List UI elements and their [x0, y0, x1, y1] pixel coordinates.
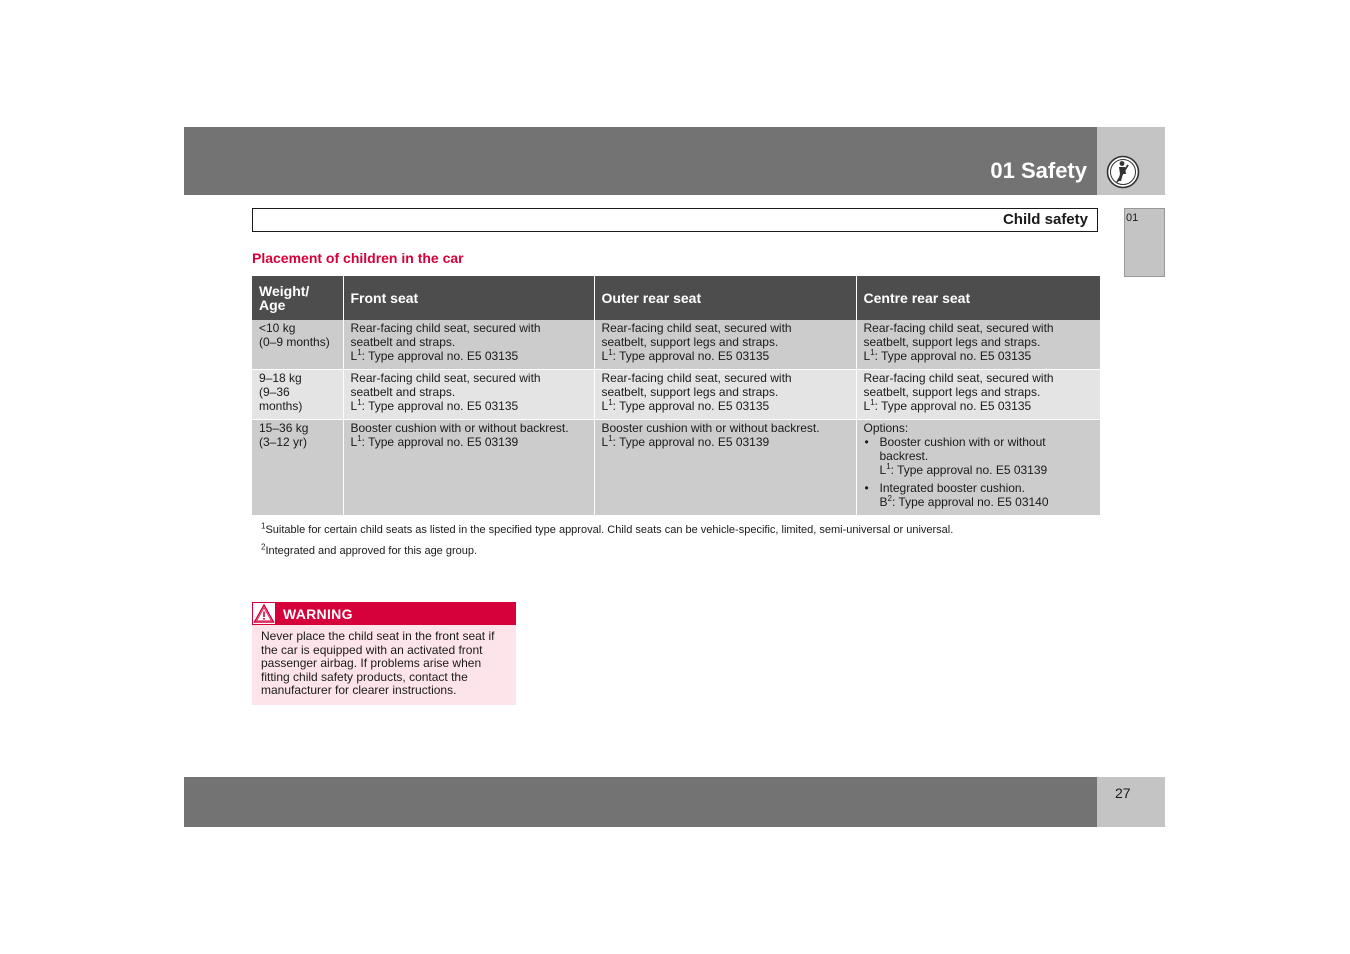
approval-number: : Type approval no. E5 03139: [890, 463, 1048, 477]
footnote-text: Suitable for certain child seats as listed in the specified type approval. Child seats can be vehicle-specific, limited, semi-universal or universal.: [265, 524, 954, 536]
cell-text: Rear-facing child seat, secured with: [350, 321, 541, 335]
warning-label: WARNING: [283, 606, 353, 622]
cell-text: seatbelt, support legs and straps.: [601, 385, 779, 399]
warning-header: [252, 602, 516, 625]
list-item: [880, 435, 1094, 477]
cell-text: seatbelt and straps.: [350, 335, 456, 349]
options-list: [864, 435, 1094, 509]
age-line: (3–12 yr): [259, 435, 308, 449]
front-seat-cell: [343, 370, 594, 420]
table-row: [252, 370, 1100, 420]
footnote-ref: 1: [870, 348, 875, 357]
cell-text: Rear-facing child seat, secured with: [350, 371, 541, 385]
chapter-header-bar: [184, 127, 1097, 195]
chapter-side-tab: [1124, 208, 1165, 277]
page-number-panel: [1097, 777, 1165, 827]
approval-class: L: [863, 349, 871, 363]
approval-number: : Type approval no. E5 03135: [612, 399, 770, 413]
placement-heading: Placement of children in the car: [252, 250, 464, 266]
age-line: <10 kg: [259, 321, 296, 335]
warning-text-line: Never place the child seat in the front seat if: [261, 629, 495, 643]
approval-line: [351, 435, 587, 449]
cell-text: seatbelt, support legs and straps.: [863, 385, 1041, 399]
approval-class: L: [863, 399, 871, 413]
approval-class: L: [601, 435, 609, 449]
warning-text-line: passenger airbag. If problems arise when: [261, 656, 482, 671]
footnote-ref: 2: [887, 494, 892, 503]
cell-text: Booster cushion with or without backrest.: [601, 421, 820, 435]
section-title: Child safety: [1002, 211, 1088, 228]
column-header-weight-age: Weight/ Age: [252, 276, 343, 320]
centre-rear-seat-cell: [856, 370, 1100, 420]
age-line: 9–18 kg: [259, 371, 302, 385]
approval-number: : Type approval no. E5 03139: [361, 435, 519, 449]
warning-body: [252, 625, 516, 705]
age-cell: [252, 320, 343, 370]
options-intro: Options:: [863, 421, 909, 435]
approval-number: : Type approval no. E5 03135: [361, 349, 519, 363]
cell-text: Rear-facing child seat, secured with: [601, 321, 792, 335]
approval-line: [351, 349, 587, 363]
outer-rear-seat-cell: [594, 320, 856, 370]
cell-text: backrest.: [879, 449, 929, 463]
footnote-mark: 1: [261, 521, 266, 531]
age-line: 15–36 kg: [259, 421, 309, 435]
footnote-ref: 1: [357, 398, 362, 407]
approval-line: [602, 435, 849, 449]
column-header-front-seat: Front seat: [343, 276, 594, 320]
cell-text: seatbelt and straps.: [350, 385, 456, 399]
age-line: months): [259, 399, 303, 413]
age-cell: [252, 370, 343, 420]
approval-number: : Type approval no. E5 03135: [874, 349, 1032, 363]
footer-bar: [184, 777, 1097, 827]
footnote-ref: 1: [357, 348, 362, 357]
warning-text-line: manufacturer for clearer instructions.: [261, 683, 457, 698]
approval-line: [351, 399, 587, 413]
approval-class: L: [879, 463, 887, 477]
centre-rear-seat-cell: [856, 320, 1100, 370]
approval-class: L: [601, 349, 609, 363]
footnote-1: [261, 521, 954, 536]
footnote-ref: 1: [608, 434, 613, 443]
age-line: (9–36: [259, 385, 290, 399]
approval-class: L: [350, 349, 358, 363]
section-title-box: [252, 208, 1098, 232]
age-cell: [252, 420, 343, 516]
front-seat-cell: [343, 420, 594, 516]
child-placement-table: [252, 276, 1100, 515]
footnote-ref: 1: [357, 434, 362, 443]
table-row: [252, 420, 1100, 516]
column-header-outer-rear-seat: Outer rear seat: [594, 276, 856, 320]
front-seat-cell: [343, 320, 594, 370]
cell-text: Booster cushion with or without backrest.: [350, 421, 569, 435]
footnote-ref: 1: [608, 398, 613, 407]
page-number: 27: [1115, 785, 1131, 801]
cell-text: Rear-facing child seat, secured with: [863, 371, 1054, 385]
chapter-icon-panel: [1097, 127, 1165, 195]
approval-number: : Type approval no. E5 03139: [612, 435, 770, 449]
age-line: (0–9 months): [259, 335, 330, 349]
warning-text-line: fitting child safety products, contact the: [261, 669, 468, 684]
cell-text: • Booster cushion with or without: [879, 435, 1046, 449]
approval-class: L: [350, 399, 358, 413]
outer-rear-seat-cell: [594, 420, 856, 516]
outer-rear-seat-cell: [594, 370, 856, 420]
approval-line: [880, 463, 1094, 477]
approval-line: [602, 349, 849, 363]
warning-triangle-icon: [253, 603, 275, 624]
footnote-ref: 1: [870, 398, 875, 407]
chapter-side-tab-label: 01: [1126, 212, 1139, 224]
table-row: [252, 320, 1100, 370]
approval-line: [864, 399, 1094, 413]
footnote-mark: 2: [261, 542, 266, 552]
footnote-ref: 1: [608, 348, 613, 357]
cell-text: seatbelt, support legs and straps.: [863, 335, 1041, 349]
chapter-title: 01 Safety: [990, 158, 1087, 183]
approval-number: : Type approval no. E5 03135: [361, 399, 519, 413]
approval-number: : Type approval no. E5 03135: [874, 399, 1032, 413]
list-item: [880, 481, 1094, 509]
column-header-centre-rear-seat: Centre rear seat: [856, 276, 1100, 320]
cell-text: • Integrated booster cushion.: [879, 481, 1025, 495]
seatbelt-icon: [1106, 155, 1140, 189]
approval-number: : Type approval no. E5 03135: [612, 349, 770, 363]
approval-class: B: [879, 495, 888, 509]
approval-line: [880, 495, 1094, 509]
cell-text: Rear-facing child seat, secured with: [863, 321, 1054, 335]
approval-class: L: [350, 435, 358, 449]
footnote-ref: 1: [886, 462, 891, 471]
cell-text: seatbelt, support legs and straps.: [601, 335, 779, 349]
approval-line: [602, 399, 849, 413]
footnote-2: [261, 542, 478, 557]
warning-text-line: the car is equipped with an activated front: [261, 642, 483, 657]
table-header-row: [252, 276, 1100, 320]
centre-rear-seat-cell: [856, 420, 1100, 516]
approval-class: L: [601, 399, 609, 413]
cell-text: Rear-facing child seat, secured with: [601, 371, 792, 385]
approval-line: [864, 349, 1094, 363]
footnote-text: Integrated and approved for this age group.: [265, 545, 478, 557]
approval-number: : Type approval no. E5 03140: [891, 495, 1049, 509]
